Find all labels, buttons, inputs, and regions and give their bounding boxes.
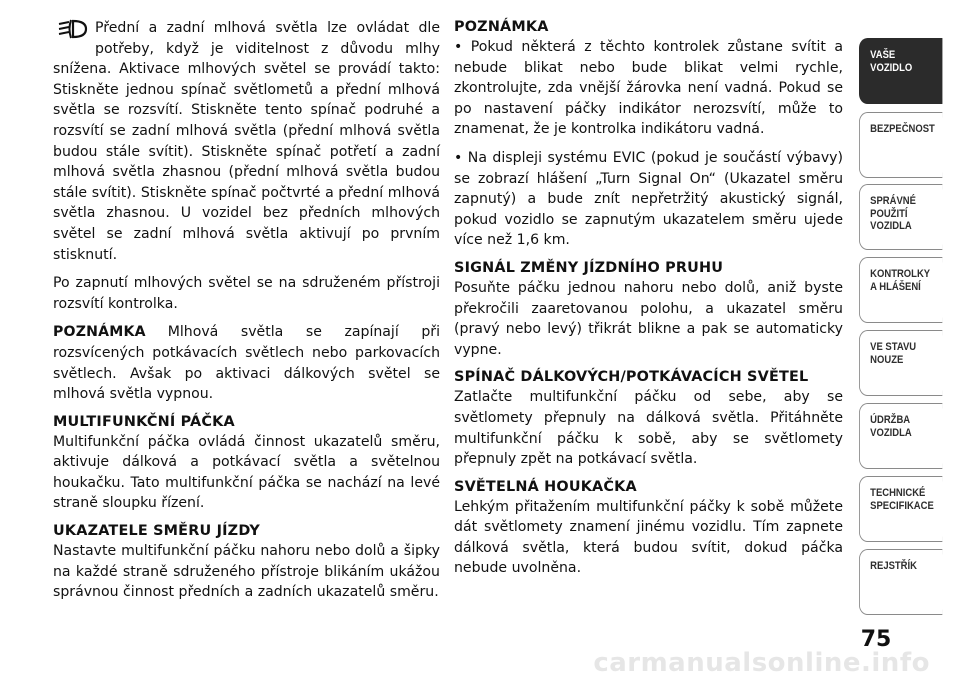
note-text: Mlhová světla se zapínají při rozsvícených potkávacích světlech nebo parkovacích světlech. Avšak po aktivaci dálkových světel se mlhová světla vypnou. — [53, 324, 440, 403]
page-number: 75 — [860, 627, 892, 652]
tab-rejstrik[interactable]: REJSTŘÍK — [859, 549, 942, 615]
tab-udrzba[interactable]: ÚDRŽBA VOZIDLA — [859, 403, 942, 469]
turn-signals-text: Nastavte multifunkční páčku nahoru nebo dolů a šipky na každé straně sdruženého přístroje blikáním ukážou správnou činnost předních a zadních ukazatelů směru. — [53, 543, 440, 601]
beam-switch-heading: SPÍNAČ DÁLKOVÝCH/POTKÁVACÍCH SVĚTEL — [454, 369, 809, 386]
right-column — [454, 18, 843, 587]
note-paragraph — [53, 322, 440, 404]
beam-switch-text: Zatlačte multifunkční páčku od sebe, aby se světlomety přepnuly na dálková světla. Přitáhněte multifunkční páčku k sobě, aby se světlomety přepnuly zpět na potkávací světla. — [454, 389, 843, 468]
tab-kontrolky[interactable]: KONTROLKY A HLÁŠENÍ — [859, 257, 942, 323]
note-bullet-2: • Na displeji systému EVIC (pokud je součástí výbavy) se zobrazí hlášení „Turn Signal On“ (Ukazatel směru zapnutý) a bude znít nepřetržitý akustický signál, pokud vozidlo se zapnutým ukazatelem směru ujede více než 1,6 km. — [454, 149, 843, 249]
flash-to-pass-heading: SVĚTELNÁ HOUKAČKA — [454, 478, 637, 495]
tab-ve-stavu-nouze[interactable]: VE STAVU NOUZE — [859, 330, 942, 396]
flash-to-pass-text: Lehkým přitažením multifunkční páčky k sobě můžete dát světlomety znamení jinému vozidlu. Tím zapnete dálková světla, která budou svítit, dokud páčka nebude uvolněna. — [454, 498, 843, 577]
tab-spravne-pouziti[interactable]: SPRÁVNÉ POUŽITÍ VOZIDLA — [859, 184, 942, 250]
multifunction-lever-text: Multifunkční páčka ovládá činnost ukazatelů směru, aktivuje dálková a potkávací světla a světelnou houkačku. Tato multifunkční páčka se nachází na levé straně sloupku řízení. — [53, 433, 440, 512]
turn-signals-heading: UKAZATELE SMĚRU JÍZDY — [53, 523, 261, 540]
indicator-paragraph: Po zapnutí mlhových světel se na sdruženém přístroji rozsvítí kontrolka. — [53, 275, 440, 312]
tab-vase-vozidlo[interactable]: VAŠE VOZIDLO — [859, 38, 942, 104]
front-fog-light-icon — [51, 18, 95, 40]
note-label: POZNÁMKA — [53, 324, 146, 341]
left-column — [53, 18, 440, 611]
fog-light-text: Přední a zadní mlhová světla lze ovládat dle potřeby, když je viditelnost z důvodu mlhy snížena. Aktivace mlhových světel se provádí takto: Stiskněte jednou spínač světlometů a přední mlhová světla se rozsvítí. Stiskněte tento spínač podruhé a rozsvítí se zadní mlhová světla (přední mlhová světla budou stále svítit). Stiskněte spínač potřetí a zadní mlhová světla zhasnou (přední mlhová světla budou stále svítit). Stiskněte spínač počtvrté a přední mlhová světla zhasnou. U vozidel bez předních mlhových světel se zadní mlhová světla aktivují po prvním stisknutí. — [53, 20, 440, 263]
tab-bezpecnost[interactable]: BEZPEČNOST — [859, 112, 942, 178]
note-heading: POZNÁMKA — [454, 19, 549, 35]
multifunction-lever-heading: MULTIFUNKČNÍ PÁČKA — [53, 413, 235, 430]
lane-change-heading: SIGNÁL ZMĚNY JÍZDNÍHO PRUHU — [454, 259, 724, 276]
tab-technicke-specifikace[interactable]: TECHNICKÉ SPECIFIKACE — [859, 476, 942, 542]
fog-light-paragraph — [53, 18, 440, 265]
lane-change-text: Posuňte páčku jednou nahoru nebo dolů, aniž byste překročili zaaretovanou polohu, a ukazatel směru (pravý nebo levý) třikrát blikne a pak se automaticky vypne. — [454, 279, 843, 358]
section-tabs — [855, 0, 960, 678]
watermark: carmanualsonline.info — [593, 648, 930, 678]
note-bullet-1: • Pokud některá z těchto kontrolek zůstane svítit a nebude blikat nebo bude blikat velmi rychle, zkontrolujte, zda vnější žárovka není vadná. Pokud se po nastavení páčky indikátor nerozsvítí, může to znamenat, že je kontrolka indikátoru vadná. — [454, 39, 843, 138]
